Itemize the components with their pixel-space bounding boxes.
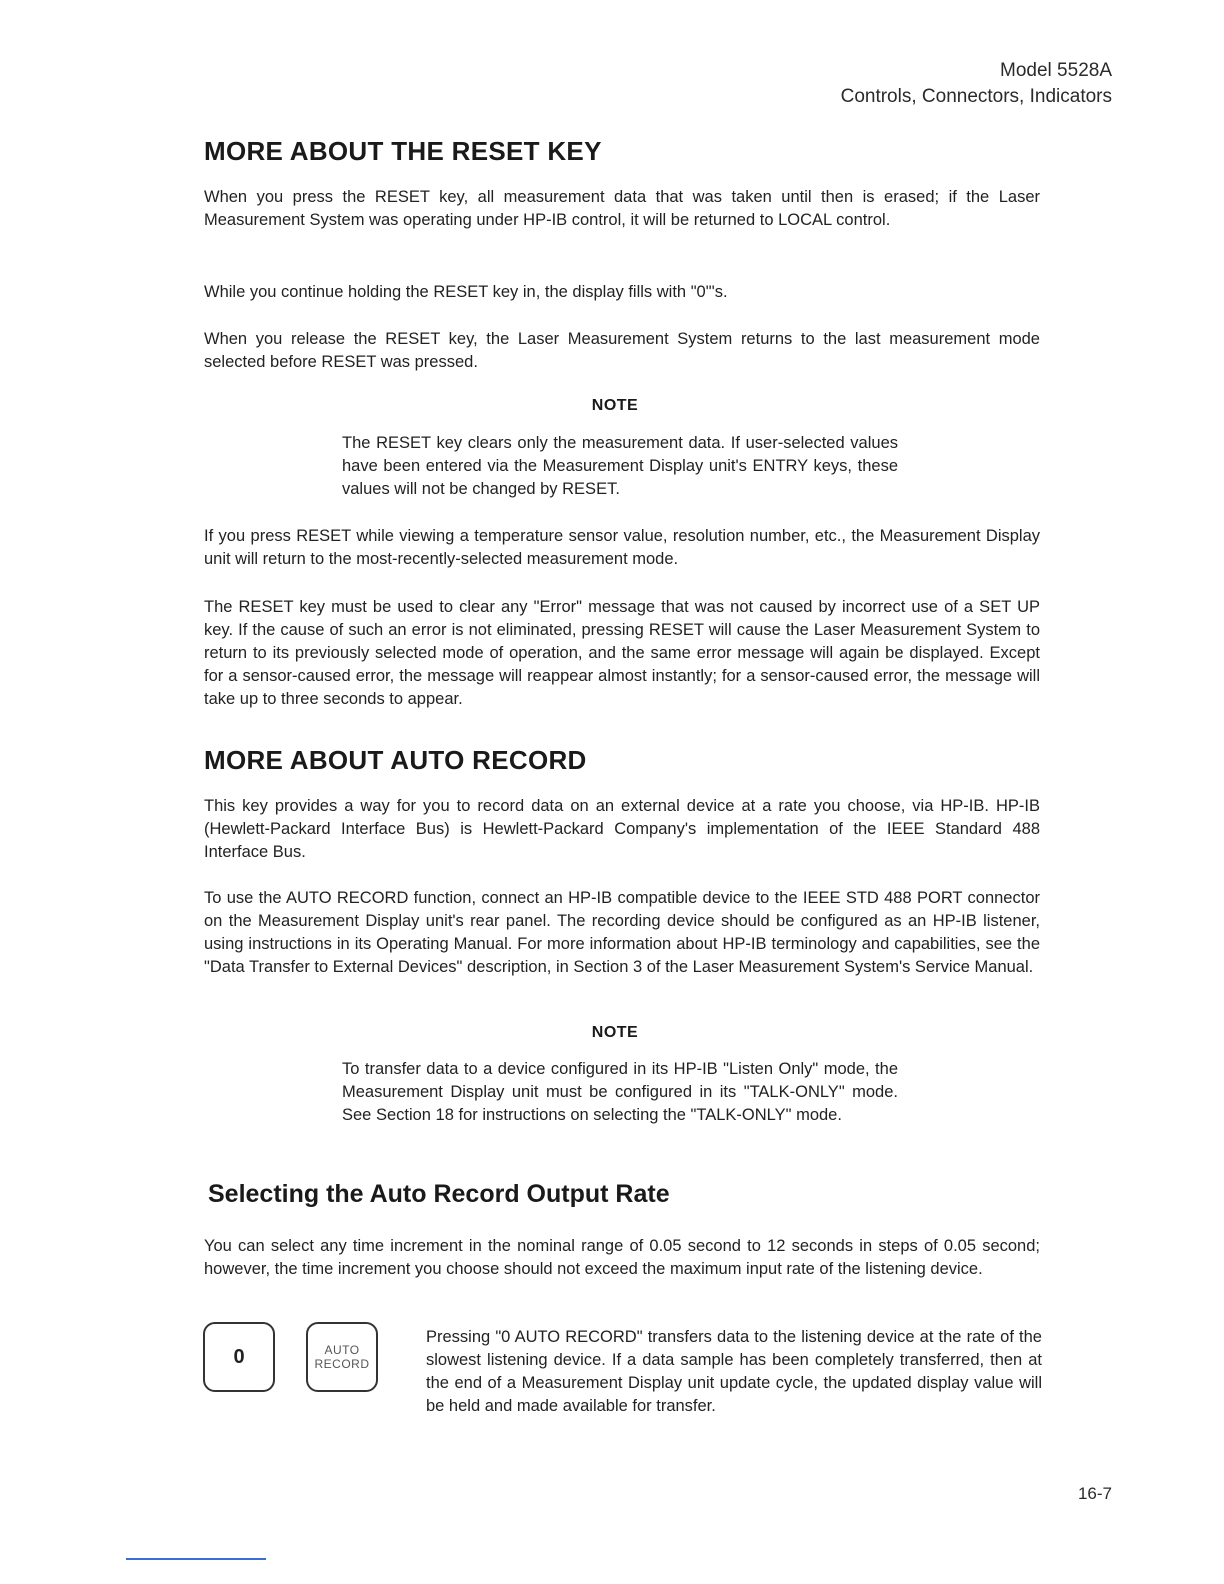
output-rate-paragraph-1: You can select any time increment in the nominal range of 0.05 second to 12 seconds in steps of 0.05 second; however, the time increment you choose should not exceed the maximum input rate of the listening device. [204, 1237, 1040, 1278]
reset-paragraph-5: The RESET key must be used to clear any "Error" message that was not caused by incorrect use of a SET UP key. If the cause of such an error is not eliminated, pressing RESET will cause the Laser Measurement System to return to its previously selected mode of operation, and the same error message will again be displayed. Except for a sensor-caused error, the message will reappear almost instantly; for a sensor-caused error, the message will take up to three seconds to appear. [204, 598, 1040, 708]
page-number: 16-7 [1077, 1484, 1112, 1503]
reset-paragraph-3: When you release the RESET key, the Laser Measurement System returns to the last measurement mode selected before RESET was pressed. [204, 330, 1040, 371]
auto-record-key-line-1: AUTO [324, 1343, 360, 1357]
header-chapter: Controls, Connectors, Indicators [840, 86, 1112, 107]
reset-paragraph-4: If you press RESET while viewing a temperature sensor value, resolution number, etc., the Measurement Display unit will return to the most-recently-selected measurement mode. [204, 527, 1040, 568]
auto-record-paragraph-2: To use the AUTO RECORD function, connect an HP-IB compatible device to the IEEE STD 488 PORT connector on the Measurement Display unit's rear panel. The recording device should be configured as an HP-IB listener, using instructions in its Operating Manual. For more information about HP-IB terminology and capabilities, see the "Data Transfer to External Devices" description, in Section 3 of the Laser Measurement System's Service Manual. [204, 889, 1040, 976]
output-rate-side-text: Pressing "0 AUTO RECORD" transfers data to the listening device at the rate of the slowest listening device. If a data sample has been completely transferred, then at the end of a Measurement Display unit update cycle, the updated display value will be held and made available for transfer. [426, 1328, 1042, 1415]
reset-note-title: NOTE [591, 397, 639, 414]
zero-key-icon [203, 1322, 275, 1392]
reset-heading: MORE ABOUT THE RESET KEY [204, 136, 602, 166]
reset-paragraph-2: While you continue holding the RESET key in, the display fills with "0"'s. [204, 283, 728, 301]
page-header [841, 58, 1112, 110]
auto-record-paragraph-1: This key provides a way for you to record data on an external device at a rate you choose, via HP-IB. HP-IB (Hewlett-Packard Interface Bus) is Hewlett-Packard Company's implementation of the IEEE Standard 488 Interface Bus. [204, 797, 1040, 861]
reset-paragraph-1: When you press the RESET key, all measurement data that was taken until then is erased; if the Laser Measurement System was operating under HP-IB control, it will be returned to LOCAL control. [204, 188, 1040, 229]
reset-note-body: The RESET key clears only the measurement data. If user-selected values have been entered via the Measurement Display unit's ENTRY keys, these values will not be changed by RESET. [342, 434, 898, 498]
auto-record-heading: MORE ABOUT AUTO RECORD [204, 745, 587, 775]
auto-record-note-title: NOTE [591, 1024, 639, 1041]
footer-rule [126, 1558, 266, 1560]
output-rate-heading: Selecting the Auto Record Output Rate [208, 1180, 670, 1208]
header-model: Model 5528A [1000, 60, 1112, 81]
auto-record-key-icon [306, 1322, 378, 1392]
zero-key-label: 0 [233, 1345, 245, 1368]
auto-record-key-line-2: RECORD [314, 1357, 370, 1371]
auto-record-note-body: To transfer data to a device configured in its HP-IB "Listen Only" mode, the Measurement Display unit must be configured in its "TALK-ONLY" mode. See Section 18 for instructions on selecting the "TALK-ONLY" mode. [342, 1060, 898, 1124]
